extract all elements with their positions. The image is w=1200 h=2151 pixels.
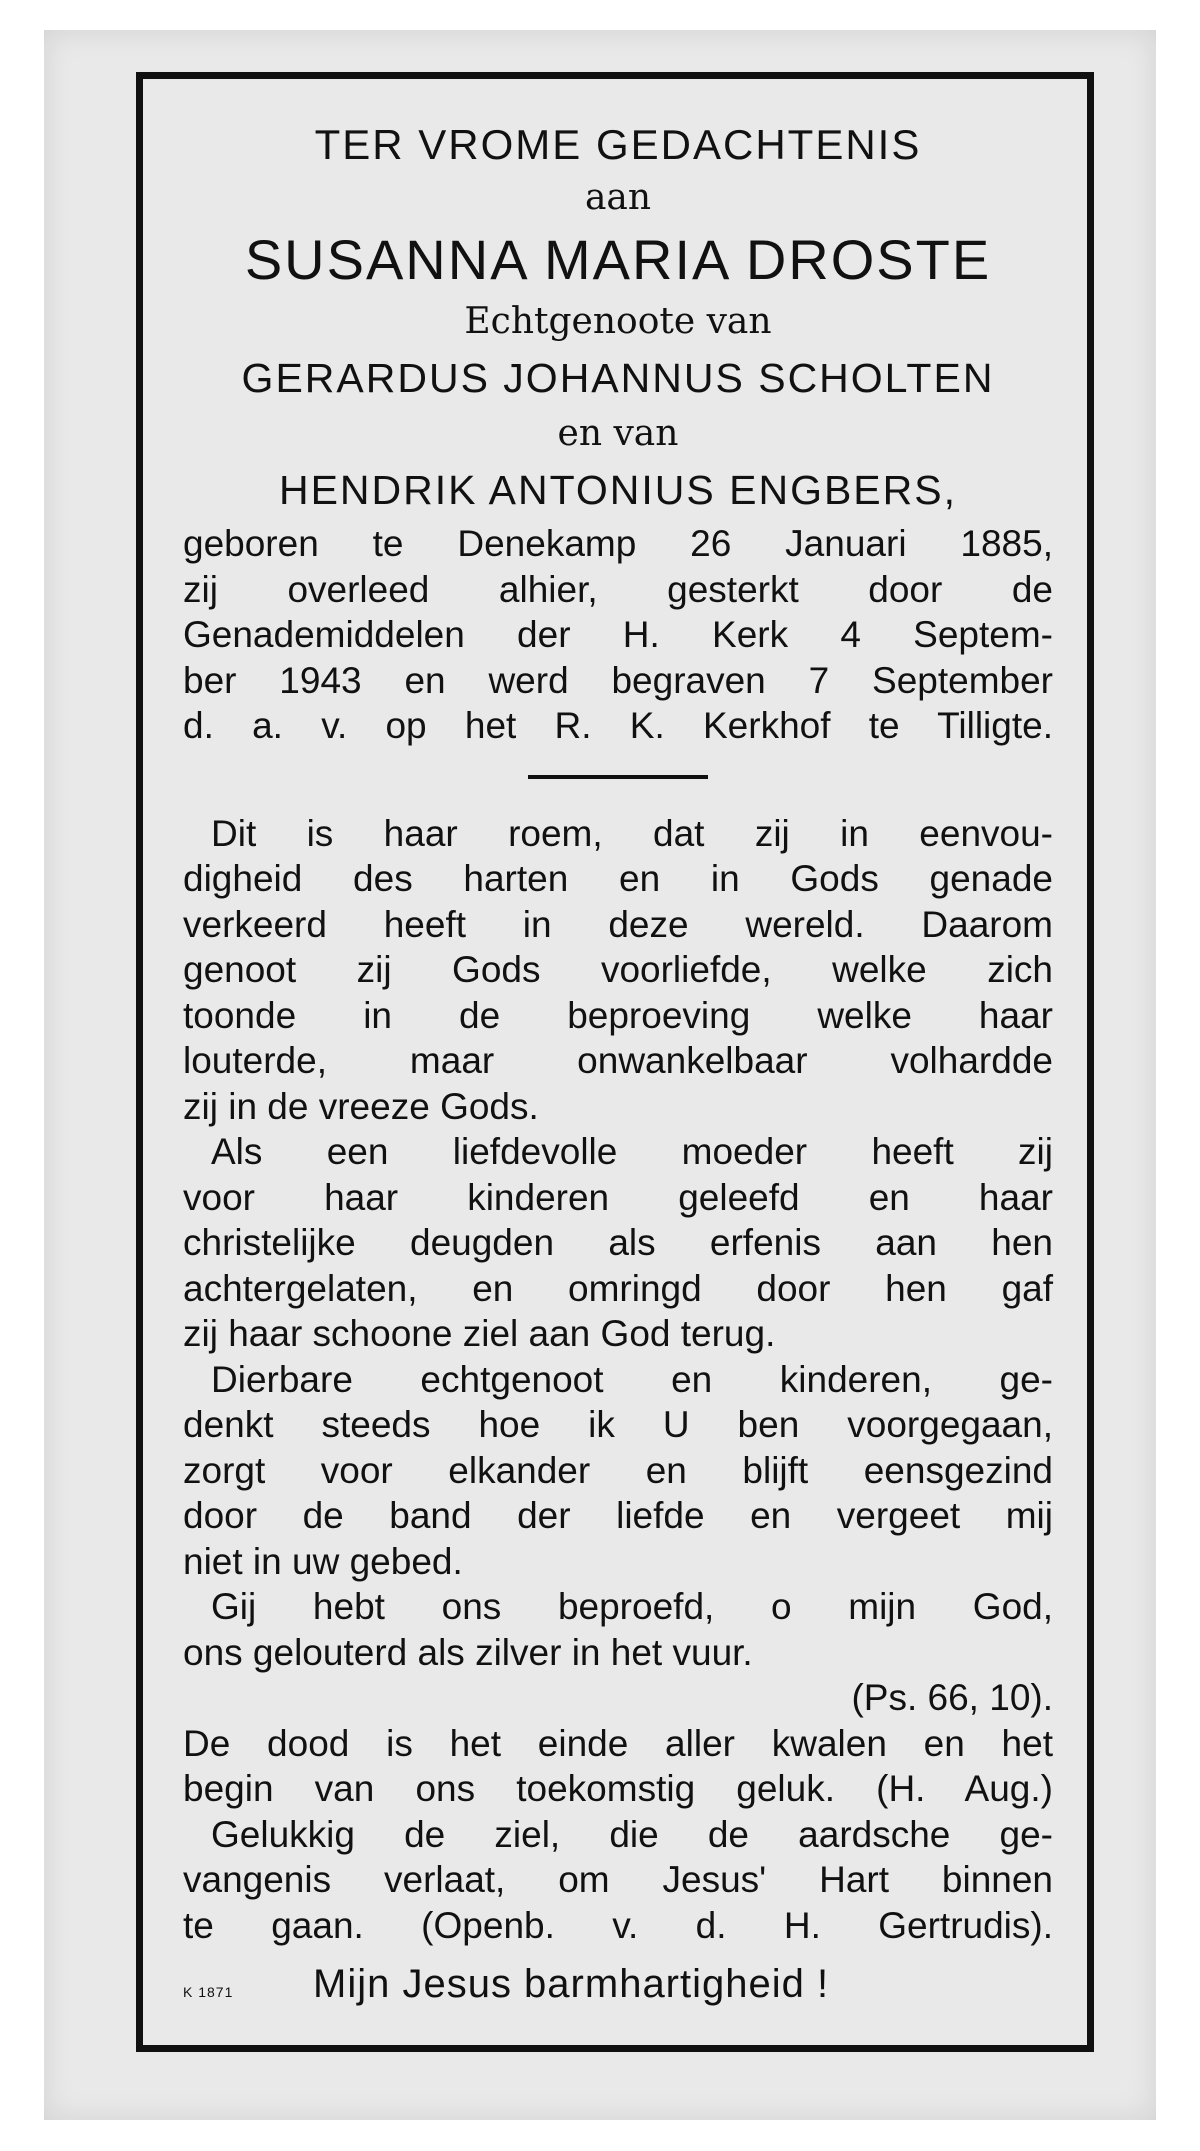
bio-line: d. a. v. op het R. K. Kerkhof te Tilligte. (183, 705, 1053, 746)
paragraph-echtgenoot (183, 1357, 1053, 1585)
text-line: toonde in de beproeving welke haar (183, 994, 1053, 1036)
psalm-reference: (Ps. 66, 10). (851, 1677, 1053, 1718)
deceased-name: SUSANNA MARIA DROSTE (244, 228, 992, 291)
text-line: Als een liefdevolle moeder heeft zij (211, 1131, 1053, 1172)
text-line: denkt steeds hoe ik U ben voorgegaan, (183, 1404, 1053, 1445)
text-line: vangenis verlaat, om Jesus' Hart binnen (183, 1859, 1053, 1900)
connector-text: en van (557, 413, 679, 454)
text-line: verkeerd heeft in deze wereld. Daarom (183, 903, 1053, 945)
text-line: De dood is het einde aller kwalen en het (183, 1722, 1053, 1764)
paragraph-beproefd (183, 1584, 1053, 1675)
text-line: Dierbare echtgenoot en kinderen, ge- (211, 1358, 1053, 1400)
text-line: achtergelaten, en omringd door hen gaf (183, 1267, 1053, 1309)
bio-line: zij overleed alhier, gesterkt door de (183, 568, 1053, 610)
text-line: louterde, maar onwankelbaar volhardde (183, 1040, 1053, 1081)
card-content (183, 79, 1053, 2045)
card-footer (183, 1962, 1053, 2007)
closing-prayer: Mijn Jesus barmhartigheid ! (313, 1962, 830, 2006)
text-line: genoot zij Gods voorliefde, welke zich (183, 949, 1053, 990)
bio-line: Genademiddelen der H. Kerk 4 Septem- (183, 614, 1053, 655)
quote-gertrudis (183, 1812, 1053, 1949)
paragraph-roem (183, 811, 1053, 1130)
heading-line: TER VROME GEDACHTENIS (314, 121, 922, 168)
heading-aan: aan (584, 177, 652, 218)
print-code: K 1871 (183, 1984, 234, 2000)
paragraph-moeder (183, 1129, 1053, 1357)
spouse-name-1: GERARDUS JOHANNUS SCHOLTEN (241, 355, 995, 401)
text-line: begin van ons toekomstig geluk. (H. Aug.) (183, 1768, 1053, 1809)
text-line: christelijke deugden als erfenis aan hen (183, 1222, 1053, 1263)
text-line: te gaan. (Openb. v. d. H. Gertrudis). (183, 1904, 1053, 1946)
quote-augustinus (183, 1721, 1053, 1812)
text-line: door de band der liefde en vergeet mij (183, 1495, 1053, 1536)
text-line: niet in uw gebed. (183, 1540, 463, 1582)
text-line: Dit is haar roem, dat zij in eenvou- (211, 812, 1053, 854)
text-line: digheid des harten en in Gods genade (183, 858, 1053, 899)
spouse-intro: Echtgenoote van (464, 301, 772, 342)
spouse-name-2: HENDRIK ANTONIUS ENGBERS, (278, 467, 958, 513)
text-line: zij in de vreeze Gods. (183, 1085, 539, 1127)
text-line: Gij hebt ons beproefd, o mijn God, (211, 1586, 1053, 1627)
text-line: voor haar kinderen geleefd en haar (183, 1176, 1053, 1218)
text-line: zorgt voor elkander en blijft eensgezind (183, 1449, 1053, 1491)
text-line: ons gelouterd als zilver in het vuur. (183, 1631, 753, 1673)
text-line: Gelukkig de ziel, die de aardsche ge- (211, 1813, 1053, 1855)
memorial-card (44, 30, 1156, 2120)
bio-block (183, 521, 1053, 749)
card-border (136, 72, 1094, 2052)
bio-line: ber 1943 en werd begraven 7 September (183, 659, 1053, 701)
divider-line (528, 775, 708, 779)
bio-line: geboren te Denekamp 26 Januari 1885, (183, 523, 1053, 564)
text-line: zij haar schoone ziel aan God terug. (183, 1313, 776, 1354)
